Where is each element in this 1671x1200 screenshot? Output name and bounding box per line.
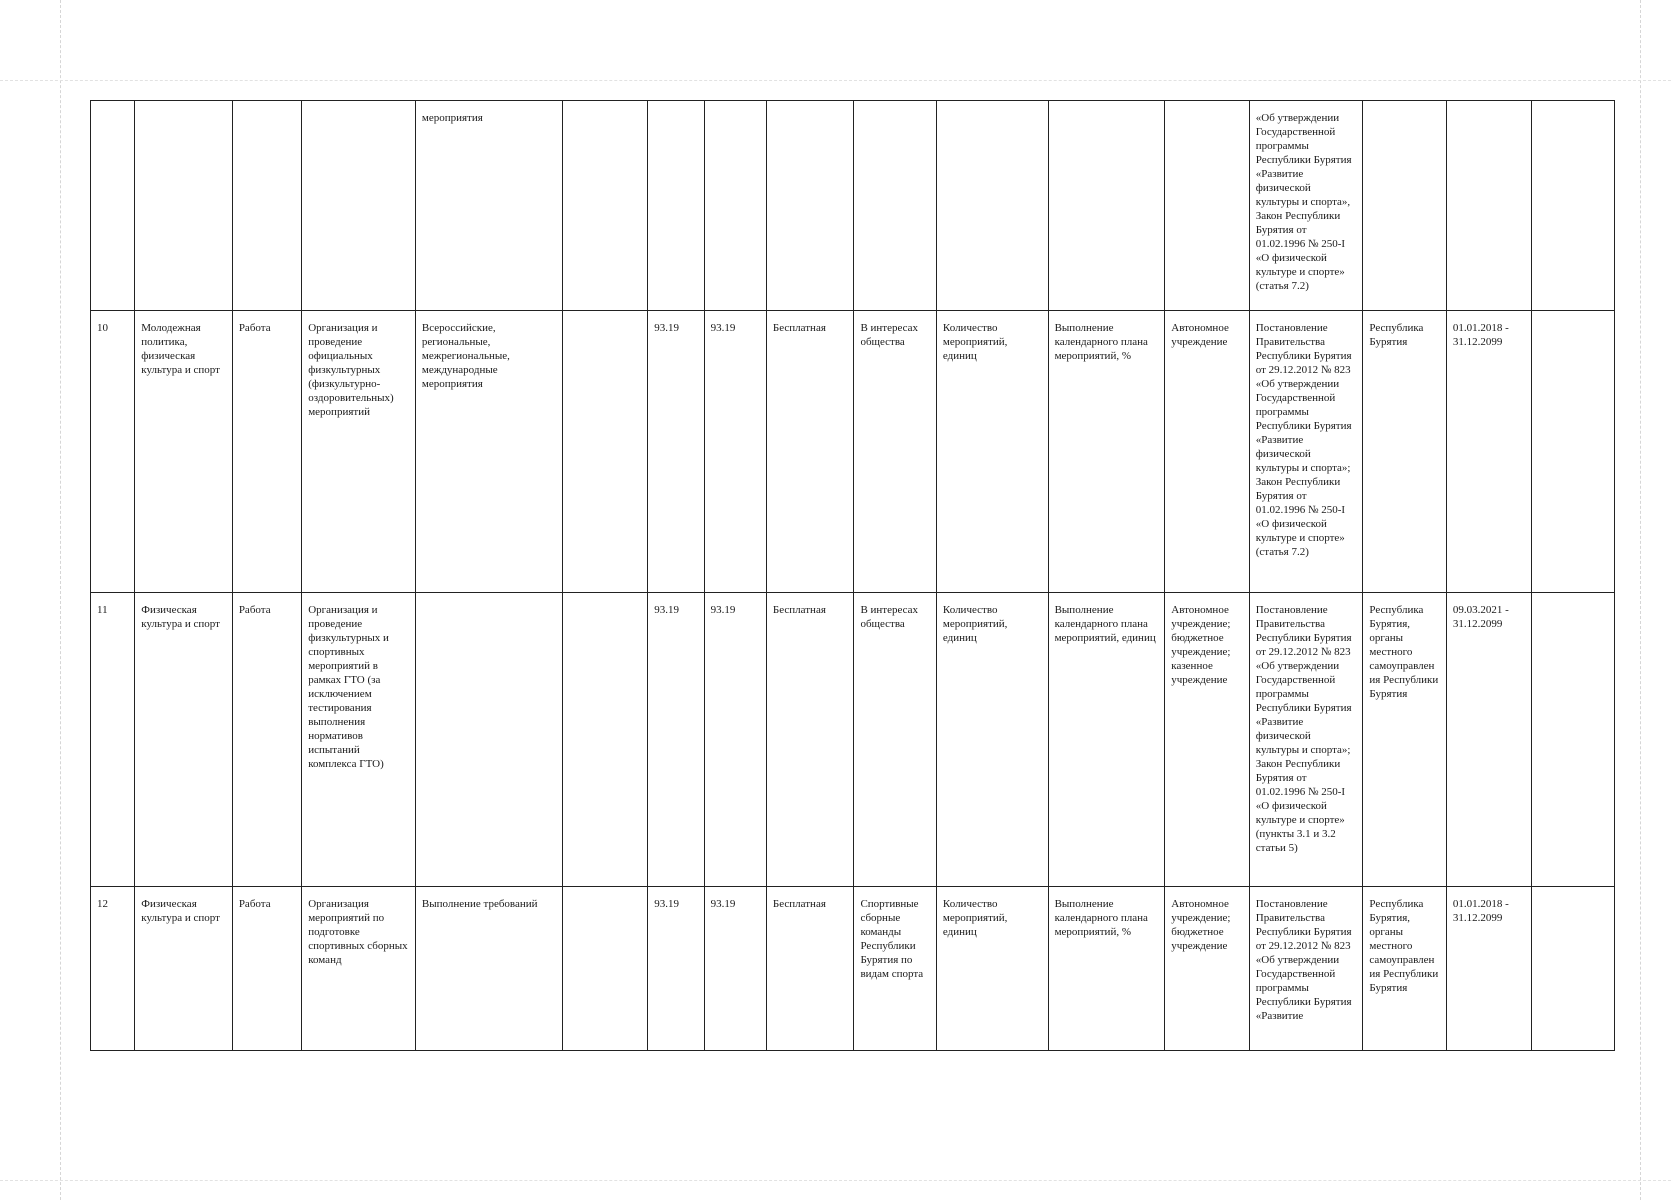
scan-artifact-line: [1640, 0, 1641, 1200]
cell-period: 09.03.2021 - 31.12.2099: [1446, 593, 1532, 887]
cell-condition: [562, 593, 648, 887]
cell-volume-indicator: Количество мероприятий, единиц: [936, 311, 1048, 593]
cell-okved2: 93.19: [704, 887, 766, 1051]
cell-okved2: 93.19: [704, 311, 766, 593]
cell-consumers: [854, 101, 936, 311]
cell-payment: Бесплатная: [766, 593, 854, 887]
cell-condition: [562, 101, 648, 311]
cell-area: Физическая культура и спорт: [135, 887, 233, 1051]
cell-authority: Республика Бурятия: [1363, 311, 1446, 593]
cell-condition: [562, 887, 648, 1051]
cell-type: [232, 101, 301, 311]
cell-payment: Бесплатная: [766, 311, 854, 593]
cell-legal-basis: Постановление Правительства Республики Бурятия от 29.12.2012 № 823 «Об утверждении Государственной программы Республики Бурятия «Развитие физической культуры и спорта»; Закон Республики Бурятия от 01.02.1996 № 250-I «О физической культуре и спорте» (пункты 3.1 и 3.2 статьи 5): [1249, 593, 1363, 887]
cell-legal-basis: «Об утверждении Государственной программы Республики Бурятия «Развитие физической культуры и спорта», Закон Республики Бурятия от 01.02.1996 № 250-I «О физической культуре и спорте» (статья 7.2): [1249, 101, 1363, 311]
cell-quality-indicator: [1048, 101, 1165, 311]
cell-consumers: В интересах общества: [854, 311, 936, 593]
cell-num: 10: [91, 311, 135, 593]
cell-institution-type: Автономное учреждение; бюджетное учреждение; казенное учреждение: [1165, 593, 1249, 887]
cell-note: [1532, 101, 1615, 311]
cell-okved1: 93.19: [648, 593, 704, 887]
cell-note: [1532, 887, 1615, 1051]
cell-okved1: 93.19: [648, 311, 704, 593]
cell-okved1: [648, 101, 704, 311]
cell-name: Организация и проведение официальных физкультурных (физкультурно-оздоровительных) мероприятий: [302, 311, 416, 593]
cell-consumers: Спортивные сборные команды Республики Бурятия по видам спорта: [854, 887, 936, 1051]
scan-artifact-line: [0, 1180, 1671, 1181]
table-row: [91, 101, 1615, 311]
cell-consumers: В интересах общества: [854, 593, 936, 887]
cell-num: [91, 101, 135, 311]
table-row: [91, 887, 1615, 1051]
cell-type: Работа: [232, 311, 301, 593]
cell-authority: Республика Бурятия, органы местного самоуправления Республики Бурятия: [1363, 593, 1446, 887]
cell-area: Физическая культура и спорт: [135, 593, 233, 887]
cell-note: [1532, 593, 1615, 887]
cell-period: [1446, 101, 1532, 311]
cell-institution-type: Автономное учреждение; бюджетное учреждение: [1165, 887, 1249, 1051]
cell-period: 01.01.2018 - 31.12.2099: [1446, 311, 1532, 593]
cell-payment: Бесплатная: [766, 887, 854, 1051]
cell-name: Организация и проведение физкультурных и спортивных мероприятий в рамках ГТО (за исключением тестирования выполнения нормативов испытаний комплекса ГТО): [302, 593, 416, 887]
cell-volume-indicator: Количество мероприятий, единиц: [936, 593, 1048, 887]
cell-num: 12: [91, 887, 135, 1051]
cell-quality-indicator: Выполнение календарного плана мероприятий, %: [1048, 311, 1165, 593]
cell-volume-indicator: [936, 101, 1048, 311]
cell-legal-basis: Постановление Правительства Республики Бурятия от 29.12.2012 № 823 «Об утверждении Государственной программы Республики Бурятия «Развитие: [1249, 887, 1363, 1051]
cell-payment: [766, 101, 854, 311]
scan-artifact-line: [60, 0, 61, 1200]
cell-quality-indicator: Выполнение календарного плана мероприятий, единиц: [1048, 593, 1165, 887]
cell-content: Выполнение требований: [415, 887, 562, 1051]
cell-authority: Республика Бурятия, органы местного самоуправления Республики Бурятия: [1363, 887, 1446, 1051]
cell-okved2: 93.19: [704, 593, 766, 887]
cell-content: Всероссийские, региональные, межрегиональные, международные мероприятия: [415, 311, 562, 593]
cell-name: [302, 101, 416, 311]
cell-area: Молодежная политика, физическая культура и спорт: [135, 311, 233, 593]
cell-condition: [562, 311, 648, 593]
cell-content: мероприятия: [415, 101, 562, 311]
cell-type: Работа: [232, 887, 301, 1051]
cell-institution-type: Автономное учреждение: [1165, 311, 1249, 593]
cell-period: 01.01.2018 - 31.12.2099: [1446, 887, 1532, 1051]
cell-legal-basis: Постановление Правительства Республики Бурятия от 29.12.2012 № 823 «Об утверждении Государственной программы Республики Бурятия «Развитие физической культуры и спорта»; Закон Республики Бурятия от 01.02.1996 № 250-I «О физической культуре и спорте» (статья 7.2): [1249, 311, 1363, 593]
cell-name: Организация мероприятий по подготовке спортивных сборных команд: [302, 887, 416, 1051]
cell-content: [415, 593, 562, 887]
cell-note: [1532, 311, 1615, 593]
cell-area: [135, 101, 233, 311]
scan-artifact-line: [0, 80, 1671, 81]
cell-num: 11: [91, 593, 135, 887]
cell-quality-indicator: Выполнение календарного плана мероприятий, %: [1048, 887, 1165, 1051]
cell-type: Работа: [232, 593, 301, 887]
cell-okved1: 93.19: [648, 887, 704, 1051]
cell-volume-indicator: Количество мероприятий, единиц: [936, 887, 1048, 1051]
cell-okved2: [704, 101, 766, 311]
table-row: [91, 593, 1615, 887]
cell-authority: [1363, 101, 1446, 311]
cell-institution-type: [1165, 101, 1249, 311]
services-register-table: [90, 100, 1615, 1051]
table-row: [91, 311, 1615, 593]
